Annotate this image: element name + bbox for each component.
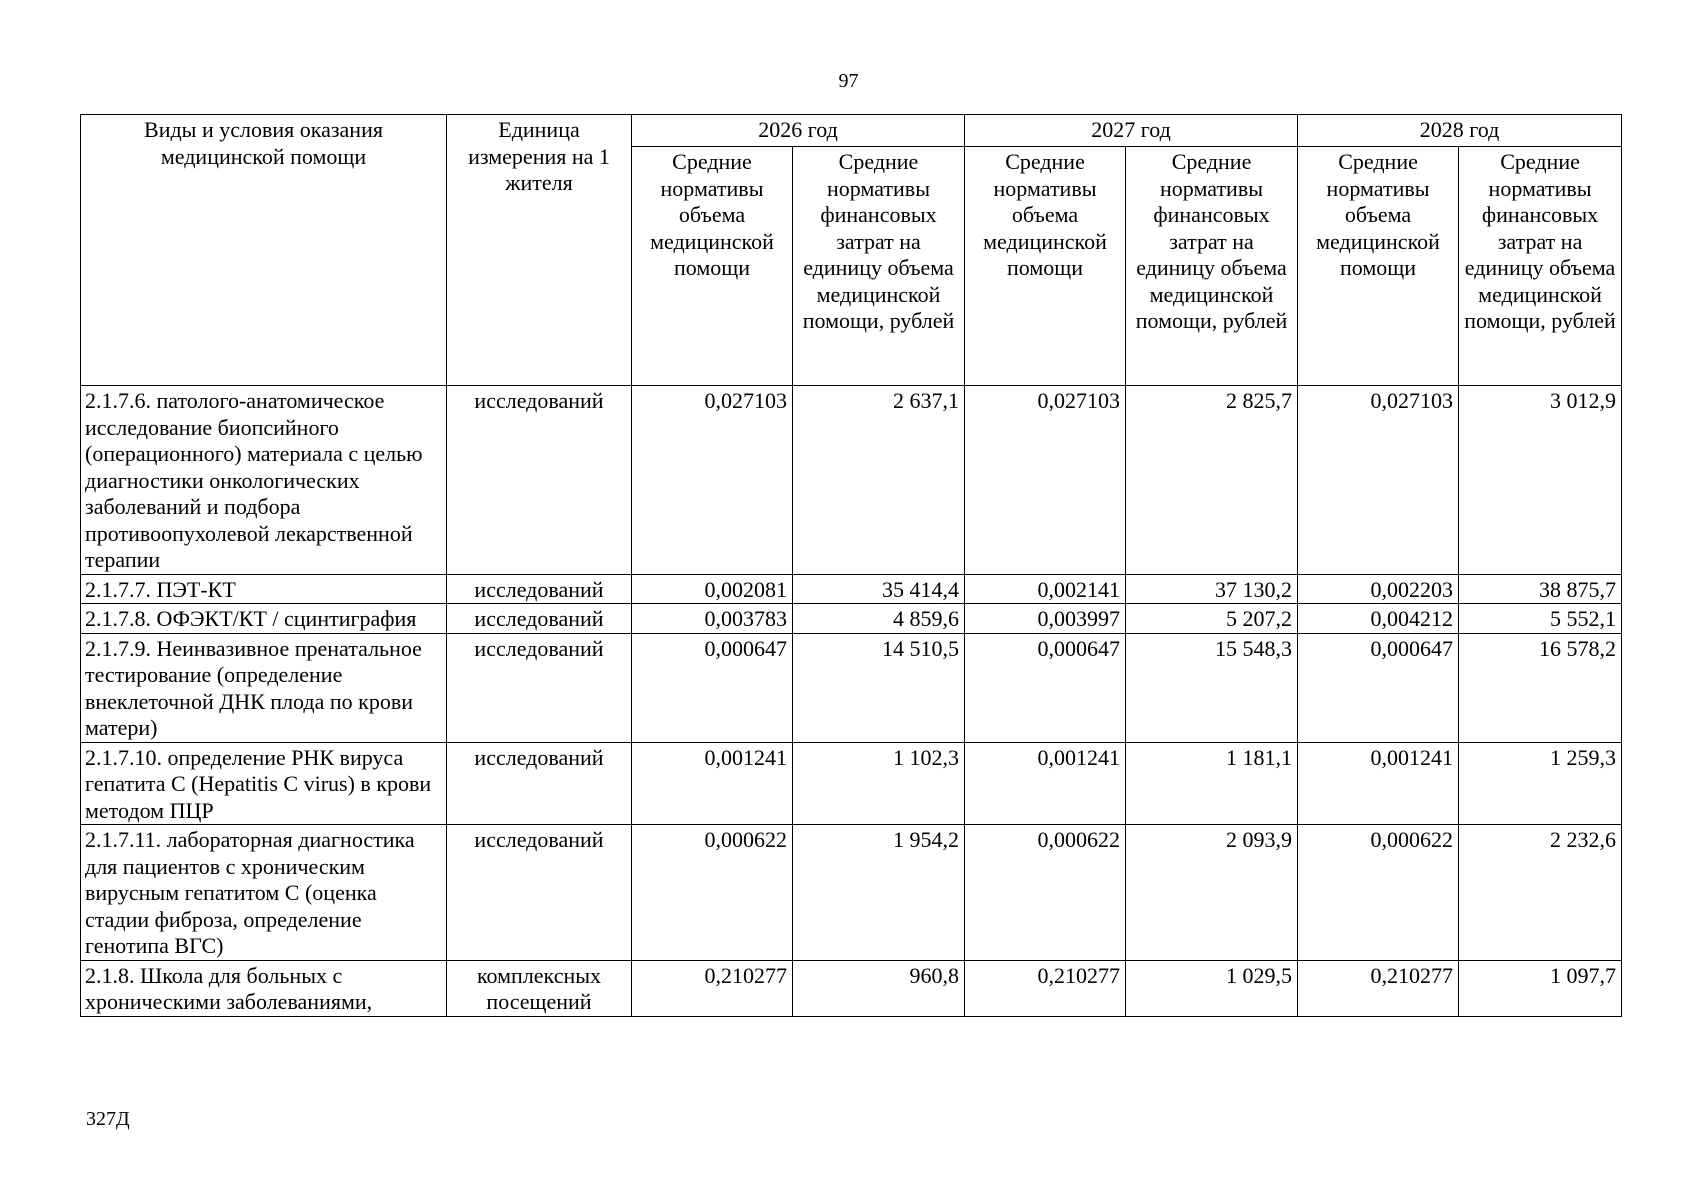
- volume-2026: 0,027103: [632, 386, 793, 575]
- volume-2026: 0,000622: [632, 825, 793, 961]
- cost-2028: 16 578,2: [1459, 633, 1622, 742]
- cost-2028: 1 097,7: [1459, 960, 1622, 1016]
- year-header-row: [81, 115, 1622, 147]
- volume-2026: 0,210277: [632, 960, 793, 1016]
- header-year-2026: 2026 год: [632, 115, 965, 147]
- header-year-2027: 2027 год: [965, 115, 1298, 147]
- cost-2026: 2 637,1: [793, 386, 965, 575]
- header-kinds: Виды и условия оказания медицинской помощи: [81, 115, 447, 386]
- cost-2028: 2 232,6: [1459, 825, 1622, 961]
- table-row: [81, 960, 1622, 1016]
- table-row: [81, 825, 1622, 961]
- volume-2026: 0,002081: [632, 574, 793, 604]
- cost-2026: 14 510,5: [793, 633, 965, 742]
- cost-2026: 35 414,4: [793, 574, 965, 604]
- cost-2028: 5 552,1: [1459, 604, 1622, 634]
- table-row: [81, 633, 1622, 742]
- row-name: 2.1.7.10. определение РНК вируса гепатита С (Hepatitis C virus) в крови методом ПЦР: [81, 742, 447, 825]
- volume-2026: 0,003783: [632, 604, 793, 634]
- volume-2028: 0,000647: [1298, 633, 1459, 742]
- row-unit: исследований: [447, 825, 632, 961]
- volume-2027: 0,001241: [965, 742, 1126, 825]
- cost-2027: 2 825,7: [1126, 386, 1298, 575]
- header-cost-norm: Средние нормативы финансовых затрат на единицу объема медицинской помощи, рублей: [793, 147, 965, 386]
- cost-2028: 3 012,9: [1459, 386, 1622, 575]
- volume-2027: 0,027103: [965, 386, 1126, 575]
- row-name: 2.1.7.6. патолого-анатомическое исследование биопсийного (операционного) материала с целью диагностики онкологических заболеваний и подбора противоопухолевой лекарственной терапии: [81, 386, 447, 575]
- volume-2027: 0,003997: [965, 604, 1126, 634]
- row-name: 2.1.7.11. лабораторная диагностика для пациентов с хроническим вирусным гепатитом С (оценка стадии фиброза, определение генотипа ВГС): [81, 825, 447, 961]
- volume-2027: 0,000647: [965, 633, 1126, 742]
- header-volume-norm: Средние нормативы объема медицинской помощи: [965, 147, 1126, 386]
- row-unit: исследований: [447, 604, 632, 634]
- row-unit: комплексных посещений: [447, 960, 632, 1016]
- cost-2027: 5 207,2: [1126, 604, 1298, 634]
- cost-2027: 1 181,1: [1126, 742, 1298, 825]
- volume-2028: 0,210277: [1298, 960, 1459, 1016]
- cost-2026: 4 859,6: [793, 604, 965, 634]
- volume-2027: 0,002141: [965, 574, 1126, 604]
- header-year-2028: 2028 год: [1298, 115, 1622, 147]
- table-head: [81, 115, 1622, 386]
- cost-2027: 1 029,5: [1126, 960, 1298, 1016]
- norms-table: [80, 114, 1622, 1017]
- volume-2027: 0,210277: [965, 960, 1126, 1016]
- row-name: 2.1.7.9. Неинвазивное пренатальное тестирование (определение внеклеточной ДНК плода по крови матери): [81, 633, 447, 742]
- cost-2026: 960,8: [793, 960, 965, 1016]
- cost-2027: 2 093,9: [1126, 825, 1298, 961]
- row-unit: исследований: [447, 633, 632, 742]
- cost-2027: 15 548,3: [1126, 633, 1298, 742]
- row-unit: исследований: [447, 574, 632, 604]
- row-name: 2.1.7.8. ОФЭКТ/КТ / сцинтиграфия: [81, 604, 447, 634]
- cost-2028: 38 875,7: [1459, 574, 1622, 604]
- header-volume-norm: Средние нормативы объема медицинской помощи: [1298, 147, 1459, 386]
- header-cost-norm: Средние нормативы финансовых затрат на единицу объема медицинской помощи, рублей: [1126, 147, 1298, 386]
- volume-2028: 0,027103: [1298, 386, 1459, 575]
- table-row: [81, 604, 1622, 634]
- header-cost-norm: Средние нормативы финансовых затрат на единицу объема медицинской помощи, рублей: [1459, 147, 1622, 386]
- table-row: [81, 574, 1622, 604]
- cost-2026: 1 102,3: [793, 742, 965, 825]
- volume-2028: 0,004212: [1298, 604, 1459, 634]
- volume-2027: 0,000622: [965, 825, 1126, 961]
- header-volume-norm: Средние нормативы объема медицинской помощи: [632, 147, 793, 386]
- cost-2027: 37 130,2: [1126, 574, 1298, 604]
- row-unit: исследований: [447, 386, 632, 575]
- table-row: [81, 742, 1622, 825]
- header-unit: Единица измерения на 1 жителя: [447, 115, 632, 386]
- volume-2026: 0,000647: [632, 633, 793, 742]
- volume-2026: 0,001241: [632, 742, 793, 825]
- table-body: [81, 386, 1622, 1017]
- document-code: 327Д: [86, 1108, 130, 1130]
- row-name: 2.1.8. Школа для больных с хроническими заболеваниями,: [81, 960, 447, 1016]
- volume-2028: 0,001241: [1298, 742, 1459, 825]
- row-name: 2.1.7.7. ПЭТ-КТ: [81, 574, 447, 604]
- volume-2028: 0,000622: [1298, 825, 1459, 961]
- table-row: [81, 386, 1622, 575]
- cost-2026: 1 954,2: [793, 825, 965, 961]
- volume-2028: 0,002203: [1298, 574, 1459, 604]
- cost-2028: 1 259,3: [1459, 742, 1622, 825]
- row-unit: исследований: [447, 742, 632, 825]
- page-number: 97: [838, 70, 859, 92]
